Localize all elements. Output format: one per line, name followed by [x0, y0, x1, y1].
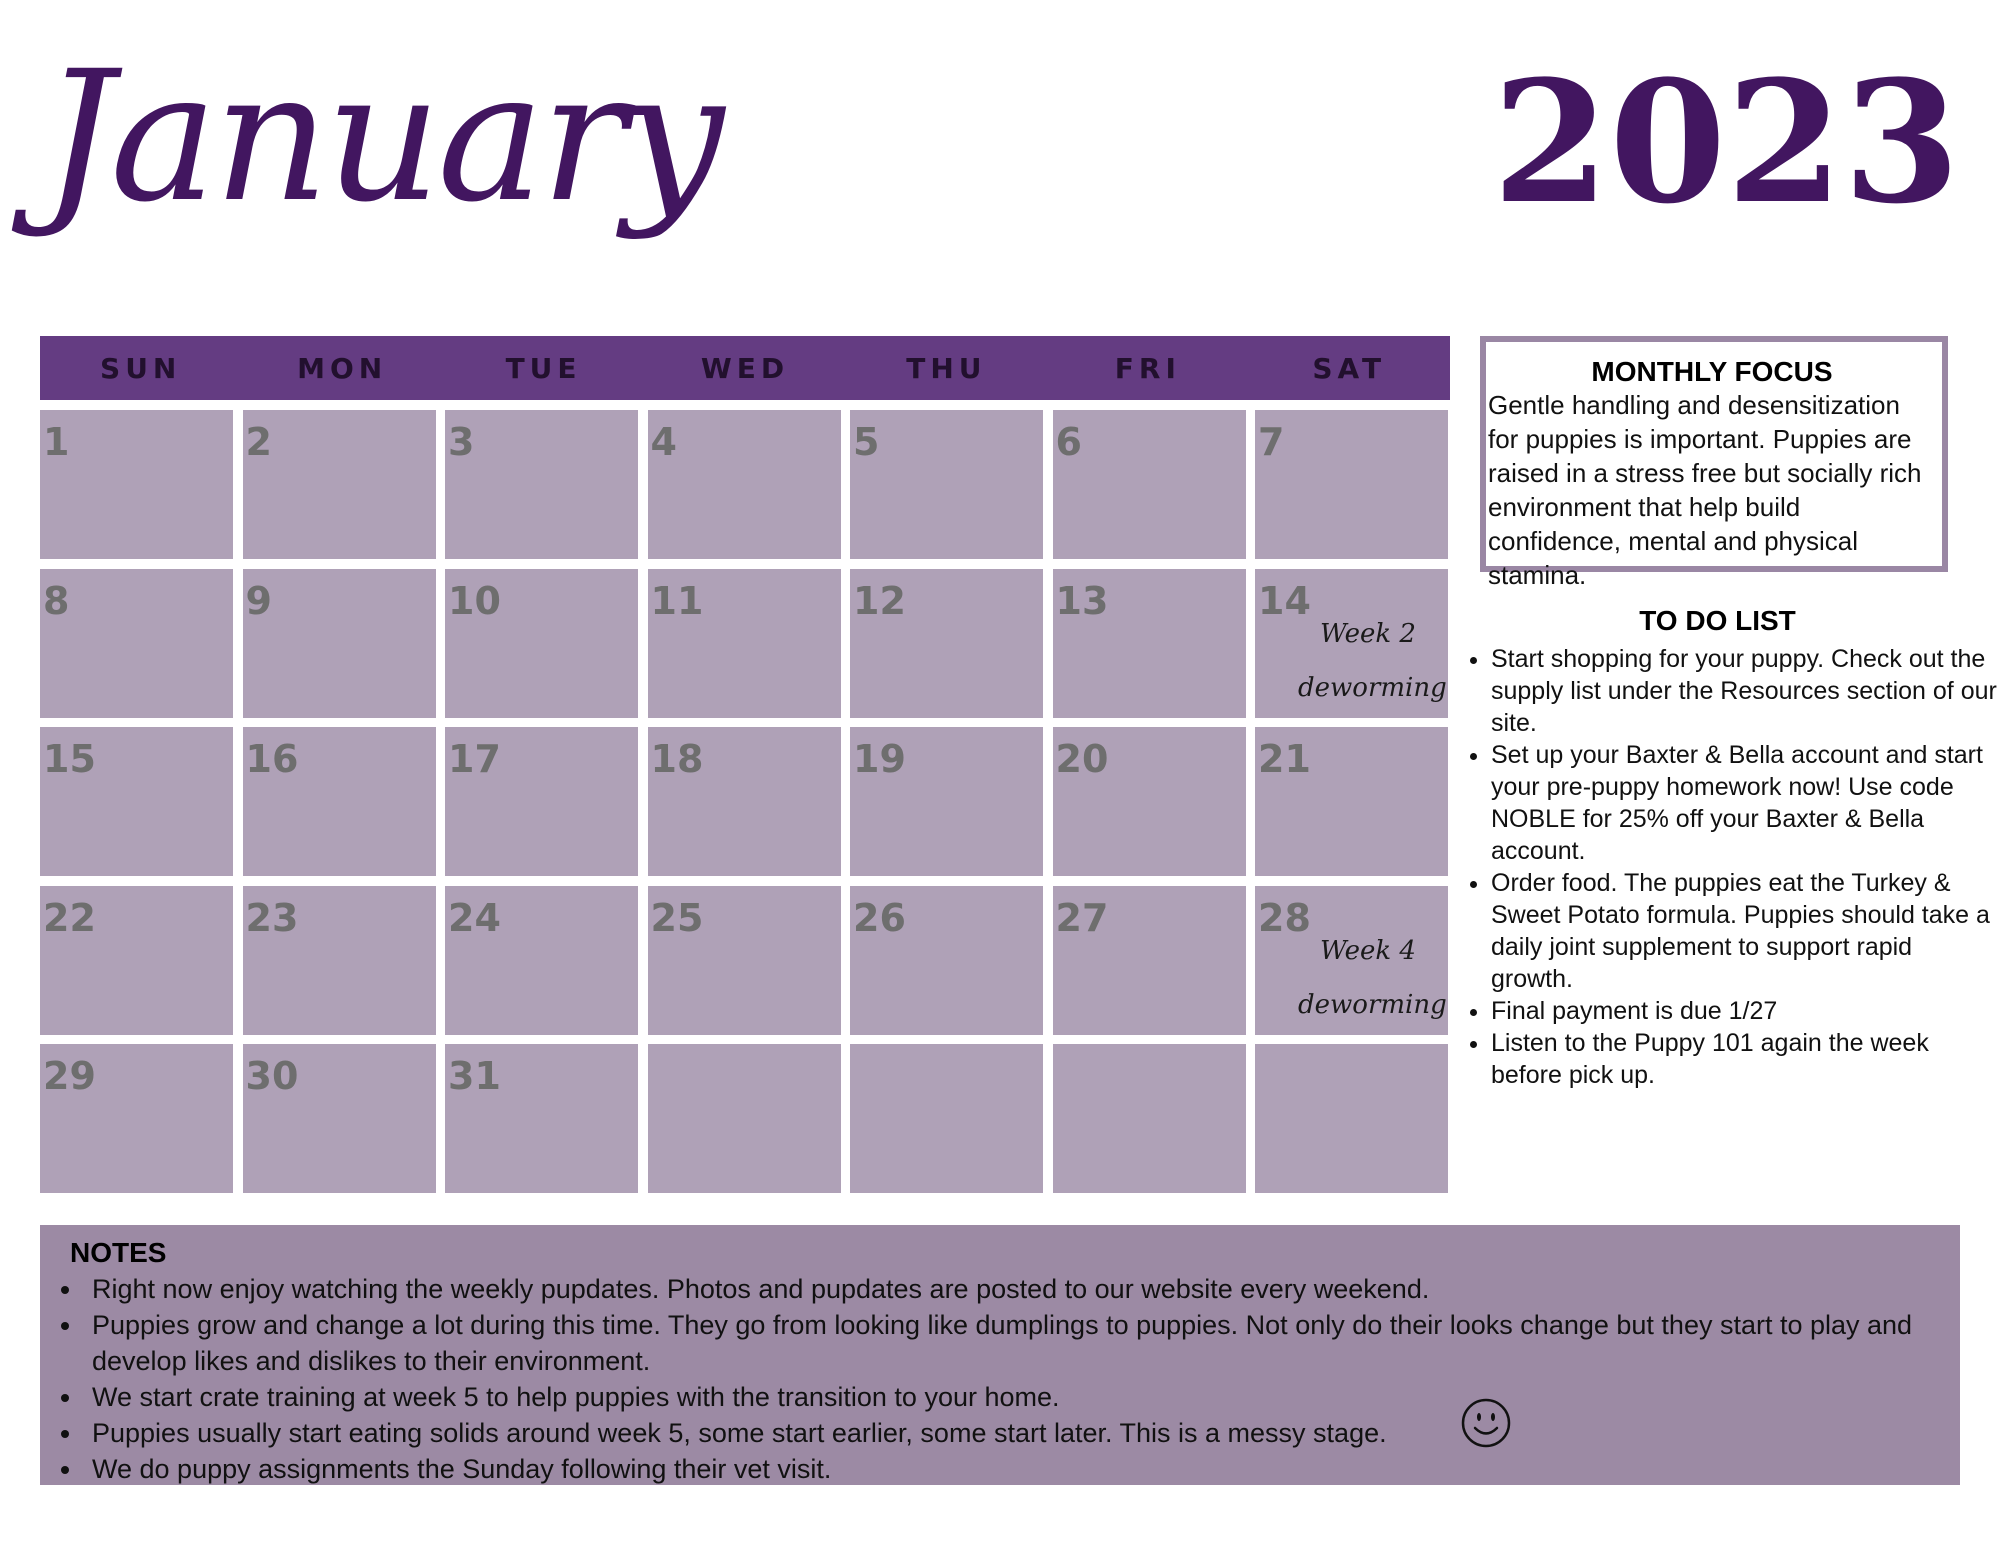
day-cell-2 [243, 410, 436, 559]
day-cell-27 [1053, 886, 1246, 1035]
todo-items [1455, 643, 2000, 1091]
day-number: 19 [853, 737, 906, 781]
weekday-wed: WED [700, 351, 790, 385]
todo-item: • Start shopping for your puppy. Check out the supply list under the Resources section of our site. [1491, 643, 2000, 739]
day-number: 14 [1258, 578, 1311, 623]
day-cell-empty [850, 1044, 1043, 1193]
day-number: 11 [650, 578, 704, 623]
weekday-mon: MON [297, 351, 388, 385]
day-cell-6 [1053, 410, 1246, 559]
day-event-line: Week 4 [1320, 935, 1416, 966]
day-number: 3 [448, 420, 475, 464]
notes-item: • We do puppy assignments the Sunday following their vet visit. [84, 1451, 1930, 1487]
day-cell-29 [40, 1044, 233, 1193]
notes-panel [40, 1225, 1960, 1485]
day-event-note [1298, 607, 1447, 715]
day-cell-4 [648, 410, 841, 559]
day-number: 20 [1055, 737, 1109, 781]
day-cell-empty [1053, 1044, 1246, 1193]
notes-item: • We start crate training at week 5 to help puppies with the transition to your home. [84, 1379, 1930, 1415]
day-number: 30 [245, 1054, 299, 1098]
day-event-line: deworming [1298, 989, 1447, 1020]
notes-item: • Puppies usually start eating solids around week 5, some start earlier, some start later. This is a messy stage. [84, 1415, 1930, 1451]
day-number: 1 [43, 420, 70, 464]
day-cell-16 [243, 727, 436, 876]
day-number: 25 [650, 895, 704, 940]
year-title: 2023 [1492, 43, 1960, 241]
day-cell-12 [850, 569, 1043, 718]
day-cell-17 [445, 727, 638, 876]
monthly-focus-box [1480, 336, 1948, 590]
day-cell-23 [243, 886, 436, 1035]
day-number: 12 [853, 578, 906, 623]
day-number: 31 [448, 1054, 501, 1098]
day-cell-15 [40, 727, 233, 876]
day-cell-11 [648, 569, 841, 718]
day-number: 13 [1055, 578, 1109, 623]
weekday-sat: SAT [1312, 351, 1387, 385]
day-number: 6 [1055, 420, 1082, 464]
day-number: 5 [853, 420, 880, 464]
day-cell-18 [648, 727, 841, 876]
day-number: 24 [448, 895, 501, 940]
calendar-grid [40, 410, 1450, 1193]
day-number: 7 [1258, 420, 1285, 464]
month-title: January [42, 33, 721, 242]
day-number: 26 [853, 895, 906, 940]
day-number: 8 [43, 578, 70, 623]
day-number: 23 [245, 895, 299, 940]
todo-item: • Order food. The puppies eat the Turkey & Sweet Potato formula. Puppies should take a daily joint supplement to support rapid growth. [1491, 867, 2000, 995]
day-cell-19 [850, 727, 1043, 876]
day-event-line: deworming [1298, 672, 1447, 703]
day-number: 16 [245, 737, 299, 781]
notes-title: NOTES [70, 1237, 167, 1268]
day-cell-20 [1053, 727, 1246, 876]
day-cell-28 [1255, 886, 1448, 1035]
day-cell-30 [243, 1044, 436, 1193]
day-number: 2 [245, 420, 272, 464]
day-cell-10 [445, 569, 638, 718]
day-number: 15 [43, 737, 96, 781]
day-cell-empty [648, 1044, 841, 1193]
day-event-line: Week 2 [1320, 618, 1416, 649]
day-cell-8 [40, 569, 233, 718]
day-number: 22 [43, 895, 96, 940]
monthly-focus-title: MONTHLY FOCUS [1591, 356, 1833, 387]
day-cell-3 [445, 410, 638, 559]
todo-item: • Final payment is due 1/27 [1491, 995, 2000, 1027]
day-number: 4 [650, 420, 677, 464]
day-cell-21 [1255, 727, 1448, 876]
day-number: 21 [1258, 737, 1311, 781]
day-cell-9 [243, 569, 436, 718]
day-cell-22 [40, 886, 233, 1035]
day-number: 28 [1258, 895, 1311, 940]
day-cell-empty [1255, 1044, 1448, 1193]
notes-item: • Puppies grow and change a lot during this time. They go from looking like dumplings to puppies. Not only do their looks change but they start to play and develop likes and dislikes to their environment. [84, 1307, 1930, 1379]
weekday-tue: TUE [505, 351, 582, 385]
day-number: 10 [448, 578, 501, 623]
todo-item: • Listen to the Puppy 101 again the week before pick up. [1491, 1027, 2000, 1091]
day-cell-26 [850, 886, 1043, 1035]
day-cell-31 [445, 1044, 638, 1193]
monthly-focus-text: Gentle handling and desensitization for puppies is important. Puppies are raised in a stress free but socially rich environment that help build confidence, mental and physical stamina. [1488, 390, 1922, 590]
day-cell-25 [648, 886, 841, 1035]
day-cell-24 [445, 886, 638, 1035]
day-number: 27 [1055, 895, 1109, 940]
todo-title: TO DO LIST [1639, 605, 1796, 636]
day-cell-13 [1053, 569, 1246, 718]
weekday-header [40, 336, 1450, 400]
weekday-sun: SUN [100, 351, 182, 385]
todo-item: • Set up your Baxter & Bella account and start your pre-puppy homework now! Use code NOBLE for 25% off your Baxter & Bella account. [1491, 739, 2000, 867]
day-cell-5 [850, 410, 1043, 559]
day-number: 9 [245, 578, 272, 623]
day-event-note [1298, 924, 1447, 1032]
day-cell-1 [40, 410, 233, 559]
day-number: 17 [448, 737, 501, 781]
smiley-face-icon [1460, 1397, 1512, 1449]
day-number: 18 [650, 737, 704, 781]
day-cell-14 [1255, 569, 1448, 718]
weekday-fri: FRI [1114, 351, 1181, 385]
notes-items [70, 1271, 1930, 1487]
day-number: 29 [43, 1054, 96, 1098]
weekday-thu: THU [906, 351, 987, 385]
todo-list [1455, 603, 2000, 1091]
day-cell-7 [1255, 410, 1448, 559]
notes-item: • Right now enjoy watching the weekly pupdates. Photos and pupdates are posted to our website every weekend. [84, 1271, 1930, 1307]
